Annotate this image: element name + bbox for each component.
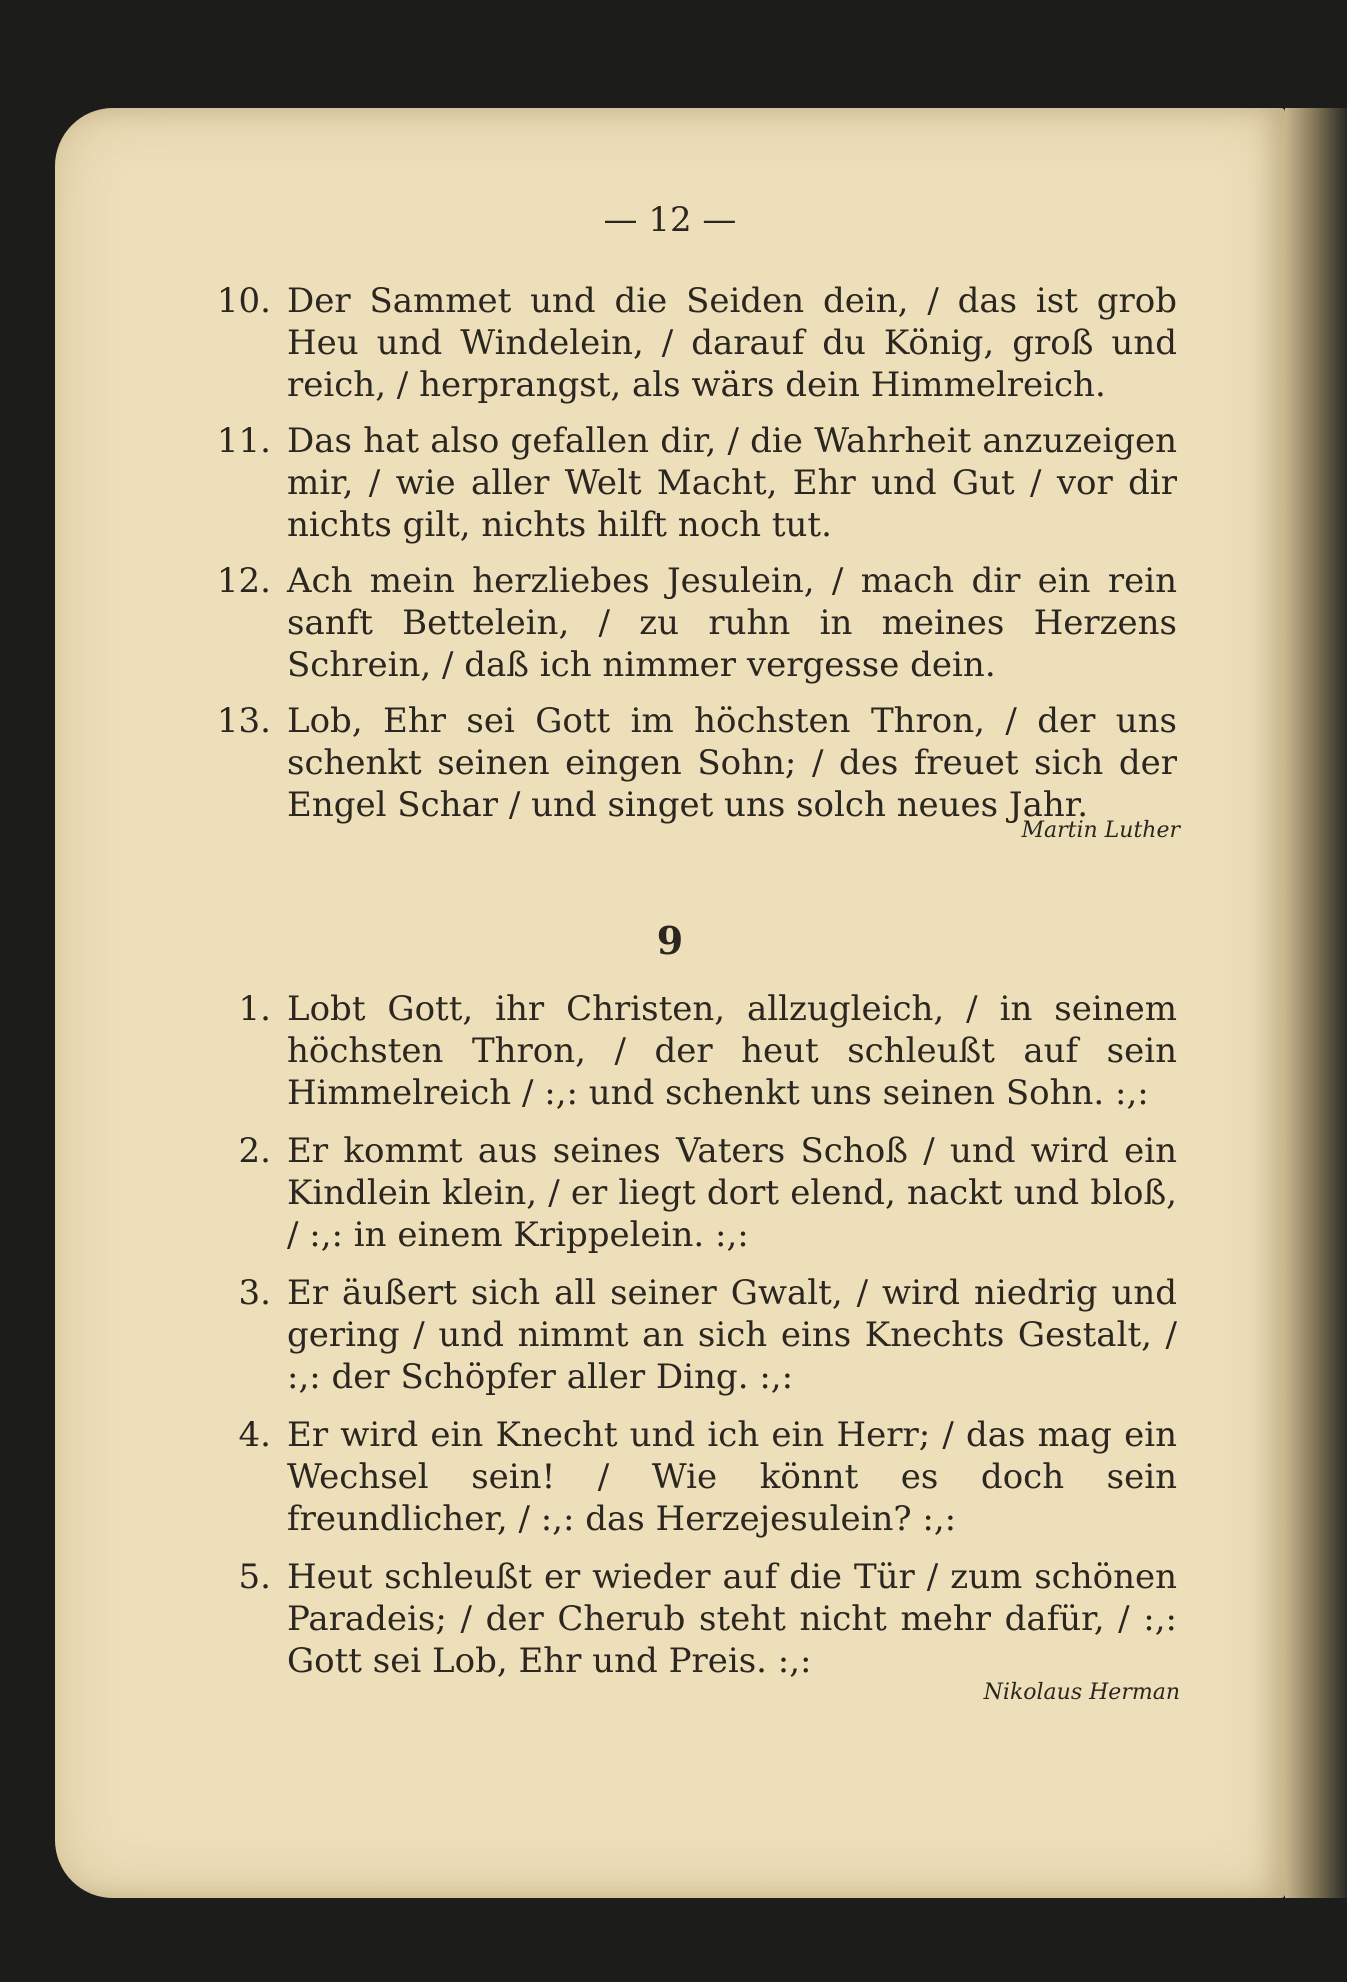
- verse-number: 13.: [216, 701, 271, 741]
- verse-number: 12.: [216, 561, 271, 601]
- verse-text: Er äußert sich all seiner Gwalt, / wird niedrig und gering / und nimmt an sich eins Knechts Gestalt, / :,: der Schöpfer aller Ding. :,:: [287, 1273, 1177, 1397]
- verse-number: 5.: [238, 1557, 271, 1597]
- verse-text: Lob, Ehr sei Gott im höchsten Thron, / der uns schenkt seinen eingen Sohn; / des freuet sich der Engel Schar / und singet uns solch neues Jahr.: [287, 701, 1177, 825]
- verse-text: Ach mein herzliebes Jesulein, / mach dir ein rein sanft Bettelein, / zu ruhn in meines Herzens Schrein, / daß ich nimmer vergesse dein.: [287, 561, 1177, 685]
- author-nikolaus-herman: Nikolaus Herman: [983, 1680, 1180, 1705]
- verse-number: 10.: [216, 281, 271, 321]
- verse-number: 11.: [216, 421, 271, 461]
- verse-text: Er kommt aus seines Vaters Schoß / und wird ein Kindlein klein, / er liegt dort elend, nackt und bloß, / :,: in einem Krippelein. :,:: [287, 1131, 1177, 1255]
- book-page-edge: [1285, 108, 1347, 1898]
- verse-text: Lobt Gott, ihr Christen, allzugleich, / in seinem höchsten Thron, / der heut schleußt auf sein Himmelreich / :,: und schenkt uns seinen Sohn. :,:: [287, 989, 1177, 1113]
- page-number: — 12 —: [603, 200, 737, 240]
- verse-text: Der Sammet und die Seiden dein, / das ist grob Heu und Windelein, / darauf du König, groß und reich, / herprangst, als wärs dein Himmelreich.: [287, 281, 1177, 405]
- verse-text: Heut schleußt er wieder auf die Tür / zum schönen Paradeis; / der Cherub steht nicht mehr dafür, / :,: Gott sei Lob, Ehr und Preis. :,:: [287, 1557, 1177, 1681]
- hymn-number: 9: [656, 918, 684, 963]
- author-martin-luther: Martin Luther: [1021, 818, 1180, 843]
- verse-number: 2.: [238, 1131, 271, 1171]
- verse-number: 3.: [238, 1273, 271, 1313]
- verse-number: 4.: [238, 1415, 271, 1455]
- verse-text: Das hat also gefallen dir, / die Wahrheit anzuzeigen mir, / wie aller Welt Macht, Ehr und Gut / vor dir nichts gilt, nichts hilft noch tut.: [287, 421, 1177, 545]
- verse-number: 1.: [238, 989, 271, 1029]
- book-page: [55, 108, 1285, 1898]
- verse-text: Er wird ein Knecht und ich ein Herr; / das mag ein Wechsel sein! / Wie könnt es doch sein freundlicher, / :,: das Herzejesulein? :,:: [287, 1415, 1177, 1539]
